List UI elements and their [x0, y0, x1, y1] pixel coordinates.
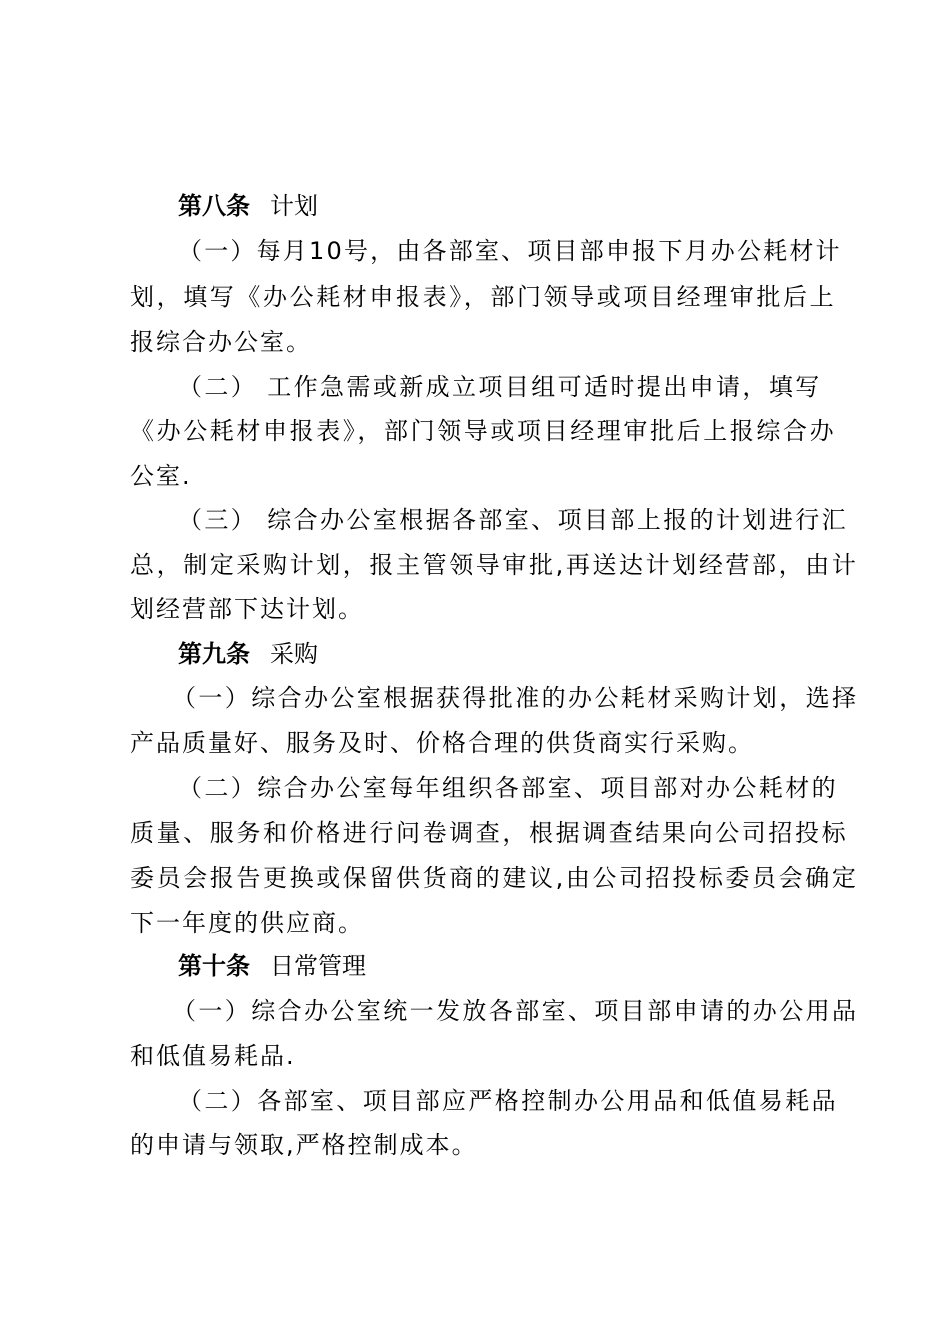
- article-9-title: 采购: [270, 640, 318, 668]
- article-9-number: 第九条: [178, 640, 250, 668]
- article-8-line-3: 报综合办公室。: [130, 328, 312, 356]
- article-9-line-4: 质量、服务和价格进行问卷调查，根据调查结果向公司招投标: [130, 819, 849, 847]
- article-9-heading: [0, 634, 950, 674]
- article-8-line-7: （三） 综合办公室根据各部室、项目部上报的计划进行汇: [178, 506, 849, 534]
- article-8-line-5: 《办公耗材申报表》，部门领导或项目经理审批后上报综合办: [130, 417, 837, 445]
- article-10-line-3: （二）各部室、项目部应严格控制办公用品和低值易耗品: [178, 1087, 838, 1115]
- article-10-line-4: 的申请与领取,严格控制成本。: [130, 1131, 478, 1159]
- article-9-line-2: 产品质量好、服务及时、价格合理的供货商实行采购。: [130, 729, 754, 757]
- article-8-title: 计划: [270, 192, 318, 220]
- article-10-line-1: （一）综合办公室统一发放各部室、项目部申请的办公用品: [172, 997, 859, 1025]
- article-8-line-1: （一）每月10号，由各部室、项目部申报下月办公耗材计: [178, 237, 842, 265]
- article-8-heading: [0, 186, 950, 226]
- article-8-number: 第八条: [178, 192, 250, 220]
- article-10-title: 日常管理: [270, 952, 366, 980]
- article-9-line-1: （一）综合办公室根据获得批准的办公耗材采购计划，选择: [172, 684, 859, 712]
- article-9-line-3: （二）综合办公室每年组织各部室、项目部对办公耗材的: [178, 774, 838, 802]
- article-8-line-6: 公室.: [130, 462, 192, 490]
- article-10-heading: [0, 946, 950, 986]
- article-10-number: 第十条: [178, 952, 250, 980]
- article-8-line-2: 划，填写《办公耗材申报表》，部门领导或项目经理审批后上: [130, 283, 837, 311]
- article-9-line-6: 下一年度的供应商。: [130, 909, 364, 937]
- article-8-line-4: （二） 工作急需或新成立项目组可适时提出申请，填写: [178, 373, 822, 401]
- article-10-line-2: 和低值易耗品.: [130, 1042, 296, 1070]
- article-8-line-9: 划经营部下达计划。: [130, 595, 364, 623]
- article-8-line-8: 总，制定采购计划，报主管领导审批,再送达计划经营部，由计: [130, 551, 859, 579]
- article-9-line-5: 委员会报告更换或保留供货商的建议,由公司招投标委员会确定: [130, 864, 859, 892]
